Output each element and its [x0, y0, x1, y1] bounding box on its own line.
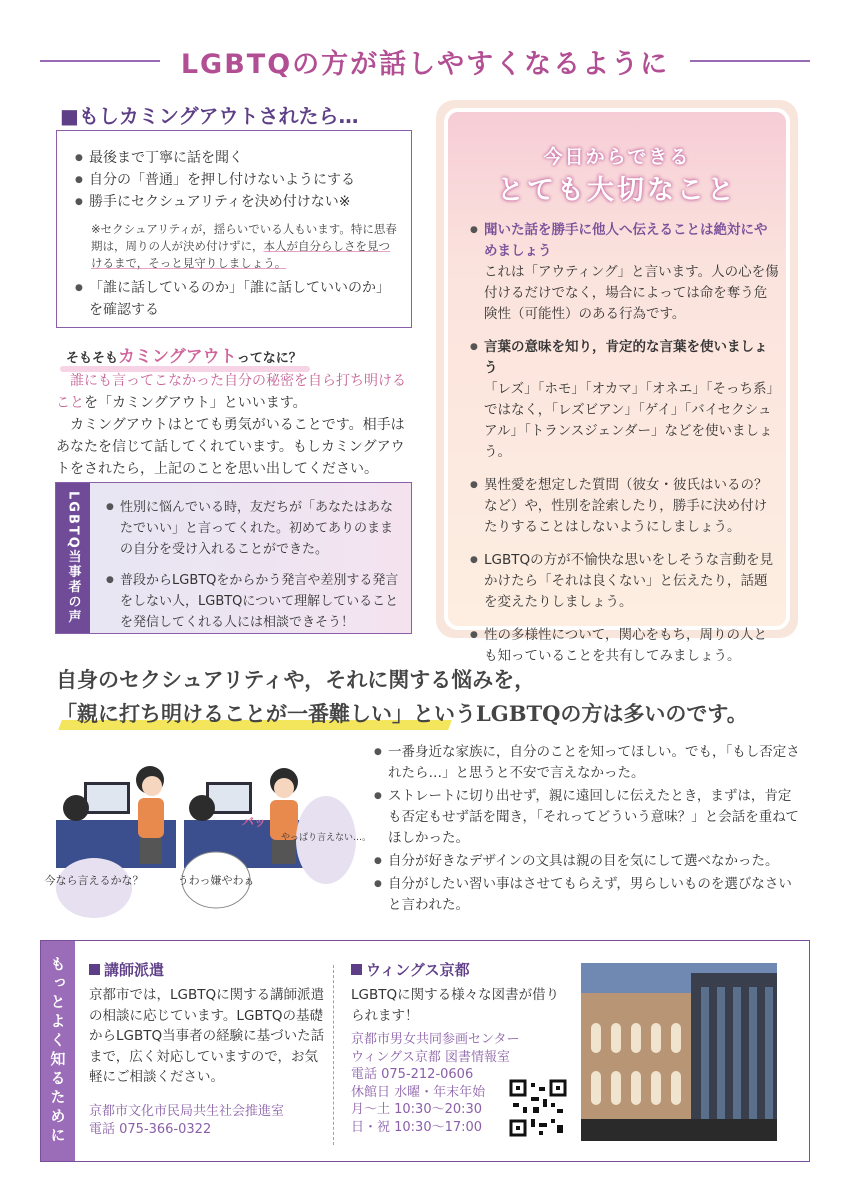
child-body-left [138, 798, 164, 838]
list-item: ● LGBTQの方が不愉快な思いをしそうな言動を見かけたら「それは良くない」と伝えたり，話題を変えたりしましょう。 [470, 550, 780, 613]
wings-contact: 京都市男女共同参画センター ウィングス京都 図書情報室 電話 075-212-0606 休館日 水曜・年末年始 月〜土 10:30〜20:30 日・祝 10:30〜17:00 [351, 1032, 520, 1135]
statement-line1: 自身のセクシュアリティや，それに関する悩みを， [56, 667, 536, 692]
wings-body: LGBTQに関する様々な図書が借りられます！ [351, 987, 560, 1024]
today-inner [444, 108, 790, 664]
bubble-text-1: 今なら言えるかな？ [44, 874, 144, 887]
statement-line2: 「親に打ち明けることが一番難しい」というLGBTQの方は多いのです。 [56, 701, 748, 726]
lecture-body: 京都市では，LGBTQに関する講師派遣の相談に応じています。LGBTQの基礎からLGBTQ当事者の経験に基づいた話まで，広く対応していますので，お気軽にご相談ください。 [89, 987, 325, 1085]
note-highlight: 本人が自分らしさを見つけるまで，そっと見守りしましょう。 [91, 239, 390, 270]
list-item: ● 自分の「普通」を押し付けないようにする [75, 169, 395, 191]
list-item: ● 聞いた話を勝手に他人へ伝えることは絶対にやめましょう これは「アウティング」と言います。人の心を傷付けるだけでなく，場合によっては命を奪う危険性（可能性）のある行為です。 [470, 220, 780, 325]
list-item: ● 性の多様性について，関心をもち，周りの人とも知っていることを共有してみましょう。 [470, 625, 780, 667]
voices-box [55, 482, 412, 634]
list-item: ● 自分がしたい習い事はさせてもらえず，男らしいものを選びなさいと言われた。 [374, 874, 804, 916]
parent-quotes-list [374, 742, 804, 918]
list-item: ● 勝手にセクシュアリティを決め付けない※ [75, 191, 395, 213]
coming-out-list [75, 147, 395, 213]
bubble-text-2: うわっ嫌やわぁ [177, 874, 255, 887]
section-divider [333, 965, 334, 1145]
list-item: ● 最後まで丁寧に話を聞く [75, 147, 395, 169]
list-item: ● 一番身近な家族に，自分のことを知ってほしい。でも，「もし否定されたら…」と思うと不安で言えなかった。 [374, 742, 804, 784]
today-list [470, 220, 780, 679]
parent-head-right [189, 795, 215, 821]
today-panel [436, 100, 798, 664]
page-title: LGBTQの方が話しやすくなるように [180, 49, 670, 80]
thought-bubble-left [56, 858, 132, 918]
list-item: ● 「誰に話しているのか」「誰に話していいのか」を確認する [75, 277, 395, 321]
parent-head-left [63, 795, 89, 821]
voices-list [106, 497, 402, 643]
list-item: ● 自分が好きなデザインの文具は親の目を気にして選べなかった。 [374, 851, 804, 872]
coming-out-list-last [75, 277, 395, 321]
coming-out-heading: ■もしカミングアウトされたら… [60, 104, 359, 128]
title-rule-right [690, 60, 810, 62]
title-rule-left [40, 60, 160, 62]
today-title: とても大切なこと [497, 175, 737, 206]
today-subtitle: 今日からできる [543, 146, 691, 168]
lecture-heading: 講師派遣 [89, 959, 164, 980]
family-illustration [44, 760, 372, 920]
voices-label: LGBTQ当事者の声 [56, 483, 90, 633]
list-item: ● 性別に悩んでいる時，友だちが「あなたはあなたでいい」と言ってくれた。初めてありのままの自分を受け入れることができた。 [106, 497, 402, 560]
coming-out-note: ※セクシュアリティが，揺らいでいる人もいます。特に思春期は，周りの人が決め付けずに，本人が自分らしさを見つけるまで，そっと見守りしましょう。 [91, 222, 397, 270]
more-info-label: もっとよく知るために [41, 941, 75, 1161]
coming-out-box [56, 130, 412, 328]
bubble-text-3: やっぱり言えない…。 [280, 833, 372, 843]
whatis-heading: そもそもカミングアウトってなに？ [66, 347, 302, 367]
lecture-contact: 京都市文化市民局共生社会推進室 電話 075-366-0322 [89, 1104, 285, 1137]
list-item: ● 言葉の意味を知り，肯定的な言葉を使いましょう 「レズ」「ホモ」「オカマ」「オネエ」「そっち系」ではなく，「レズビアン」「ゲイ」「バイセクシュアル」「トランスジェンダー」などを使いましょう。 [470, 337, 780, 463]
list-item: ● 異性愛を想定した質問（彼女・彼氏はいるの？など）や，性別を詮索したり，勝手に決め付けたりすることはしないようにしましょう。 [470, 475, 780, 538]
wings-heading: ウィングス京都 [351, 959, 470, 980]
qr-code-icon[interactable] [509, 1079, 567, 1137]
whatis-body: 誰にも言ってこなかった自分の秘密を自ら打ち明けることを「カミングアウト」といいます。 カミングアウトはとても勇気がいることです。相手はあなたを信じて話してくれています。もしカミングアウトをされたら，上記のことを思い出してください。 [56, 373, 406, 477]
wings-building-photo [581, 963, 777, 1141]
list-item: ● 普段からLGBTQをからかう発言や差別する発言をしない人，LGBTQについて理解していることを発信してくれる人には相談できそう！ [106, 570, 402, 633]
sfx-text: バッ [242, 815, 267, 829]
list-item: ● ストレートに切り出せず，親に遠回しに伝えたとき，まずは，肯定も否定もせず話を聞き，「それってどういう意味？」と会話を重ねてほしかった。 [374, 786, 804, 849]
more-info-box [40, 940, 810, 1162]
